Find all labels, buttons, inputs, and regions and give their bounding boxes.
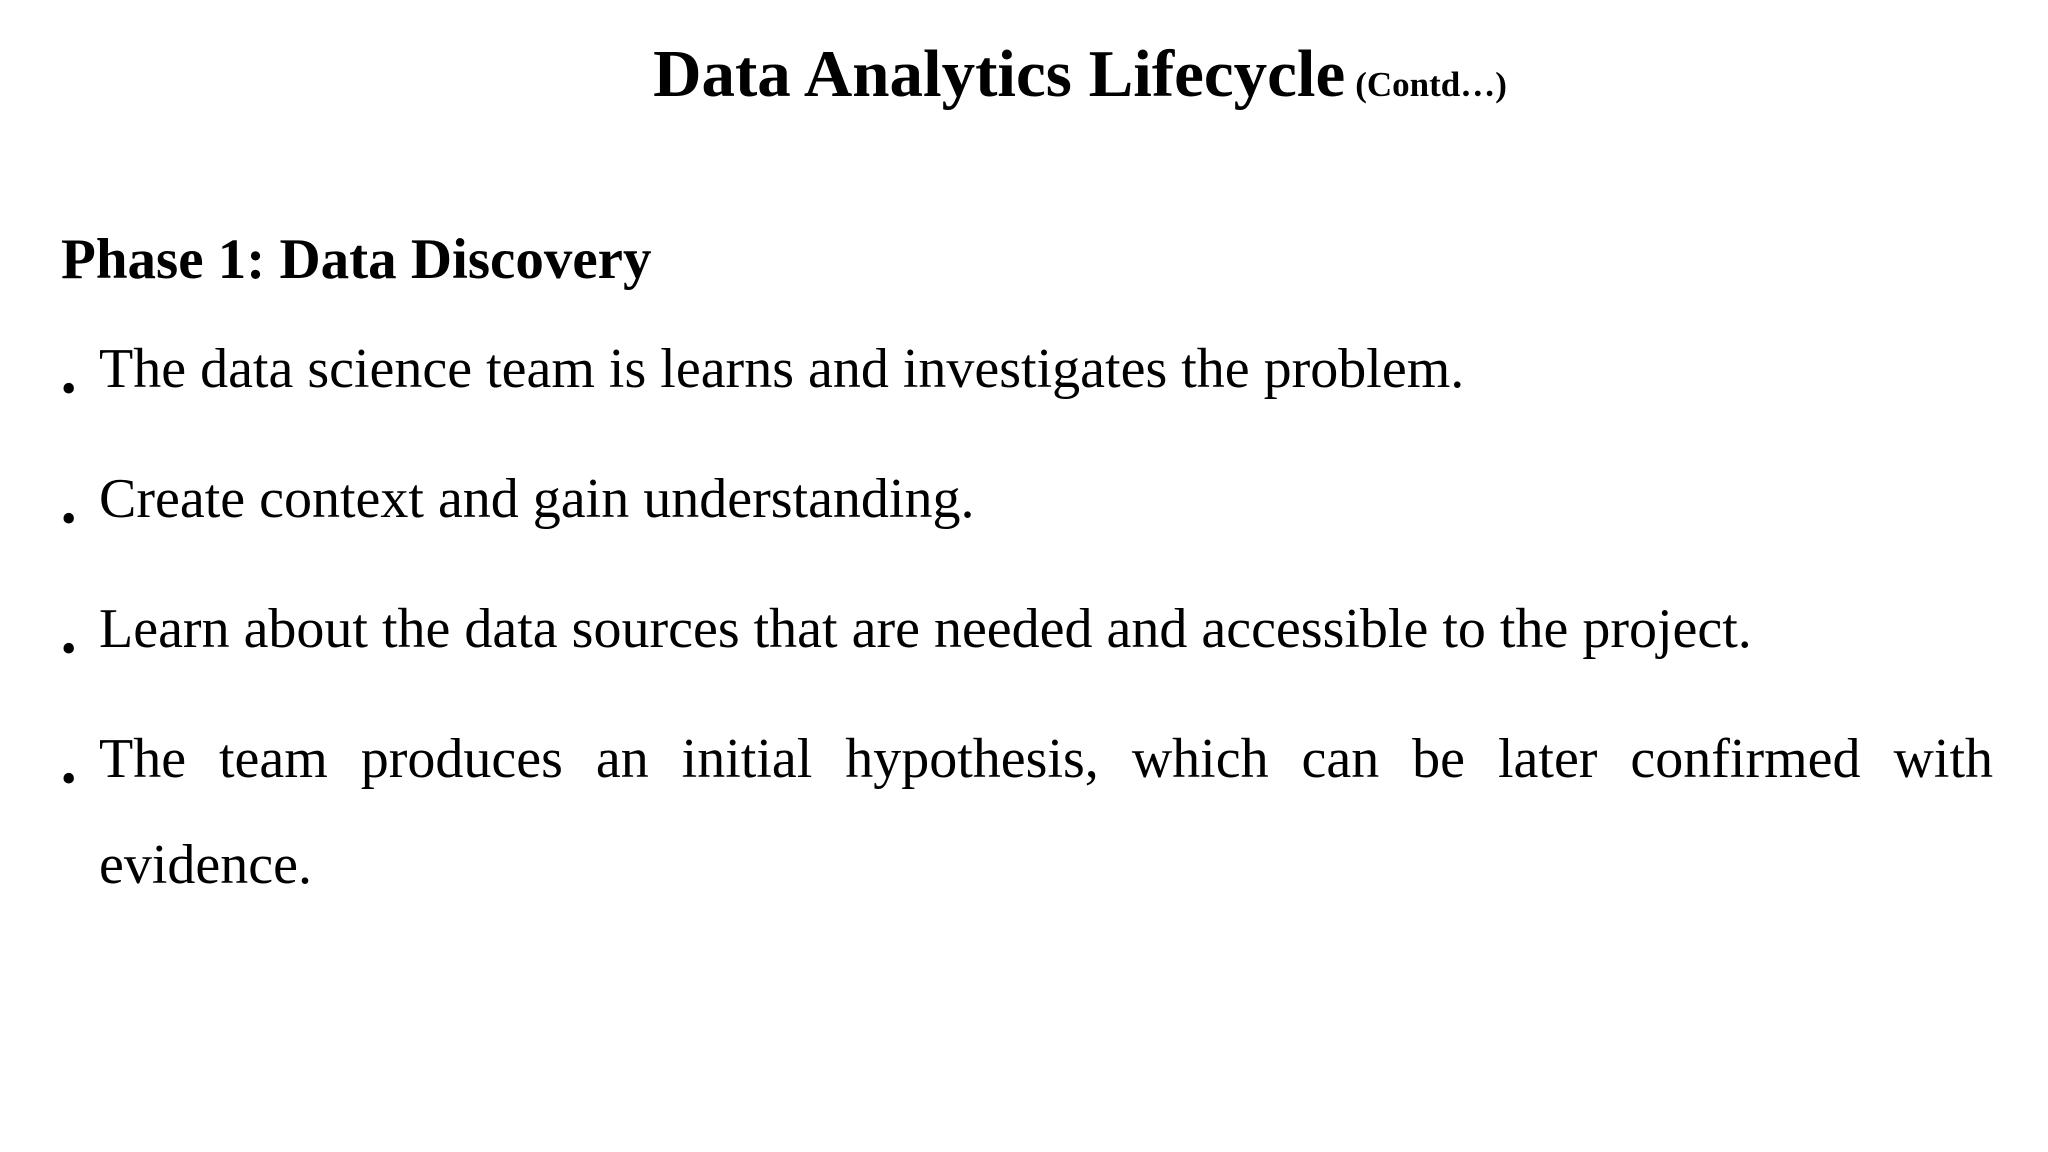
bullet-text: The team produces an initial hypothesis, which can be later confirmed with evidence. (99, 728, 1993, 896)
bullet-dot-icon: • (61, 754, 77, 803)
bullet-dot-icon: • (61, 364, 77, 413)
bullet-item (61, 728, 1993, 956)
bullet-text: The data science team is learns and investigates the problem. (99, 338, 1465, 400)
bullet-item (61, 338, 1993, 460)
slide-title-main: Data Analytics Lifecycle (653, 37, 1346, 111)
slide-title-suffix: (Contd…) (1355, 65, 1507, 104)
bullet-list (61, 338, 1993, 980)
bullet-item (61, 598, 1993, 720)
slide-title (0, 34, 2048, 125)
bullet-dot-icon: • (61, 494, 77, 543)
bullet-item (61, 468, 1993, 590)
bullet-text: Create context and gain understanding. (99, 468, 975, 530)
bullet-text: Learn about the data sources that are needed and accessible to the project. (99, 598, 1752, 660)
phase-heading: Phase 1: Data Discovery (61, 228, 652, 291)
bullet-dot-icon: • (61, 624, 77, 673)
